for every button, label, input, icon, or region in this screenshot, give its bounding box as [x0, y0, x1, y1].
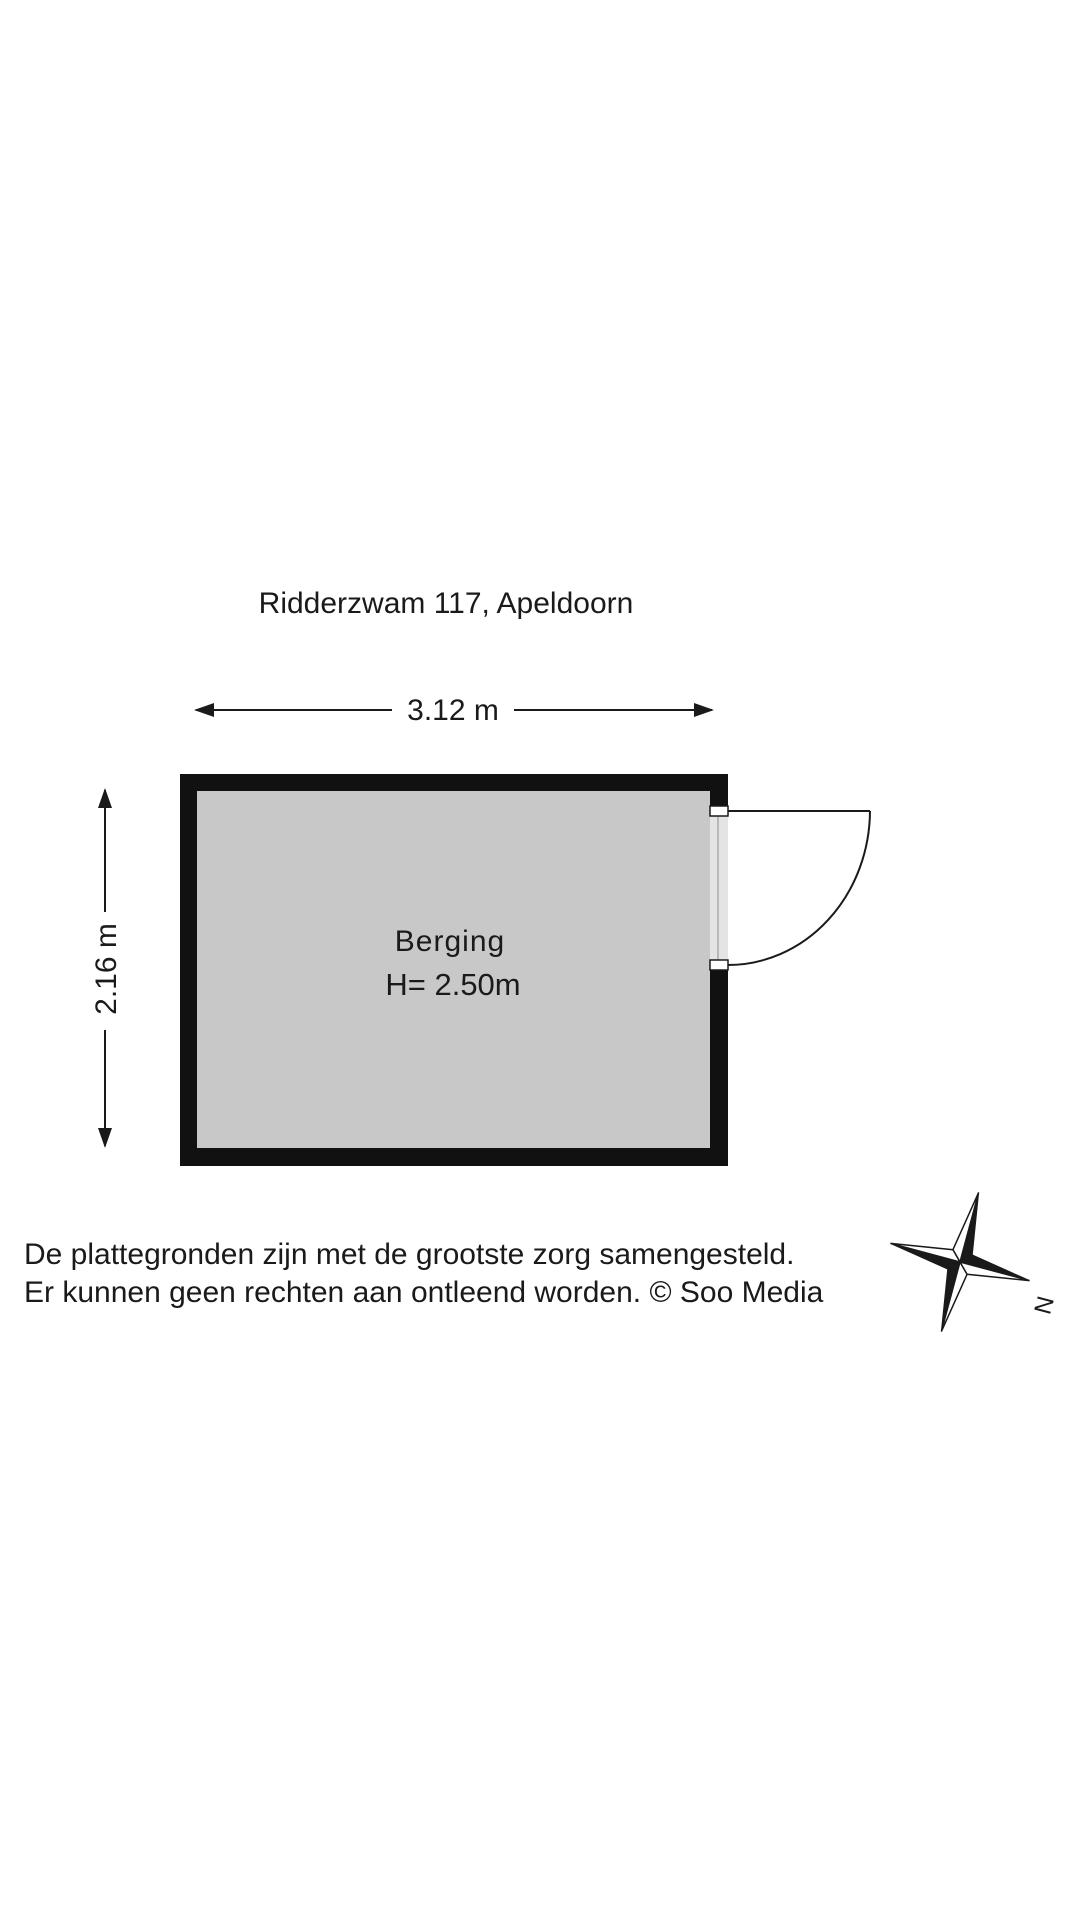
door-jamb-bottom	[710, 960, 728, 970]
arrowhead-left-icon	[194, 703, 214, 717]
door-swing-arc	[728, 811, 870, 965]
arrowhead-up-icon	[98, 788, 112, 808]
width-label: 3.12 m	[407, 694, 499, 727]
room-height: H= 2.50m	[385, 967, 521, 1002]
disclaimer-line-2: Er kunnen geen rechten aan ontleend worden. © Soo Media	[24, 1276, 824, 1309]
door-jamb-top	[710, 806, 728, 816]
room-name: Berging	[394, 925, 506, 958]
disclaimer	[24, 1236, 904, 1312]
disclaimer-line-1: De plattegronden zijn met de grootste zorg samengesteld.	[24, 1238, 795, 1271]
arrowhead-down-icon	[98, 1128, 112, 1148]
depth-dimension	[90, 788, 123, 1148]
arrowhead-right-icon	[694, 703, 714, 717]
depth-label: 2.16 m	[90, 923, 123, 1015]
address-title: Ridderzwam 117, Apeldoorn	[258, 587, 634, 620]
width-dimension	[194, 694, 714, 727]
room-berging	[180, 774, 870, 1166]
compass-north-label: N	[1027, 1293, 1059, 1317]
